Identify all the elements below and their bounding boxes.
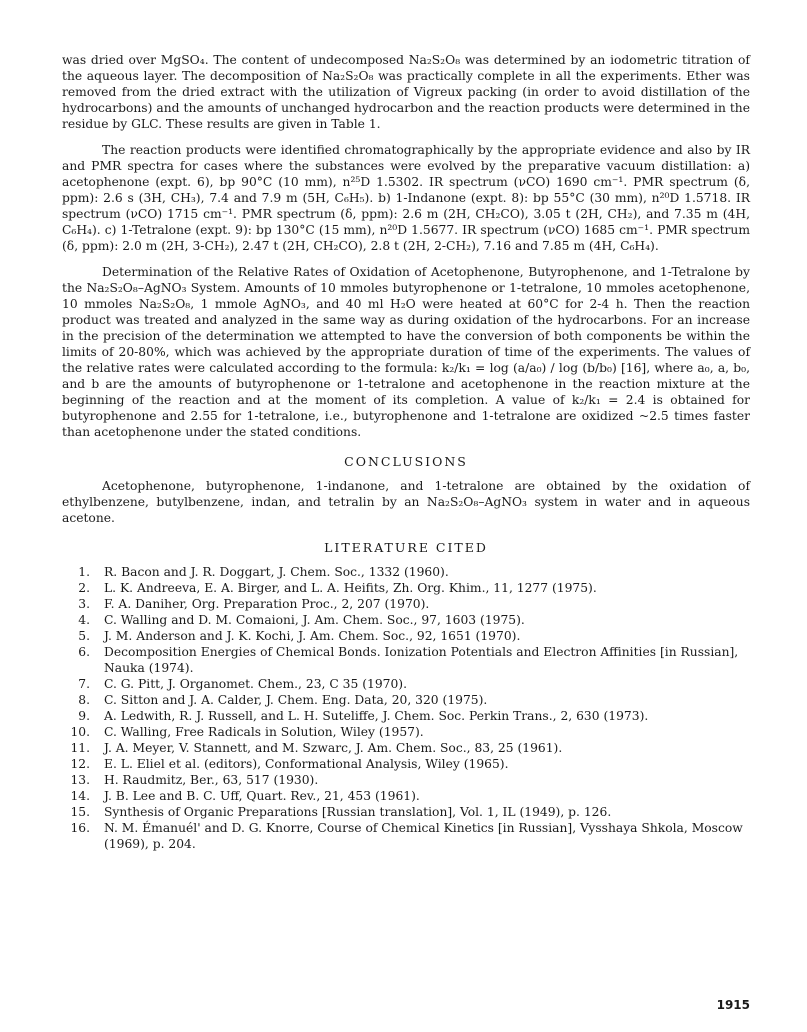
conclusions-text: Acetophenone, butyrophenone, 1-indanone, and 1-tetralone are obtained by the oxidation of ethylbenzene, butylbenzene, indan, and tetralin by an Na₂S₂O₈–AgNO₃ system in water and in aqueous acetone. (62, 479, 750, 525)
reference-item (62, 724, 750, 740)
reference-number: 7. (78, 677, 90, 691)
reference-text: Decomposition Energies of Chemical Bonds. Ionization Potentials and Electron Affinities [in Russian], Nauka (1974). (104, 645, 739, 675)
reference-text: N. M. Émanuél' and D. G. Knorre, Course of Chemical Kinetics [in Russian], Vysshaya Shkola, Moscow (1969), p. 204. (104, 821, 743, 851)
reference-number: 15. (70, 805, 90, 819)
reference-item (62, 788, 750, 804)
reference-number: 12. (70, 757, 90, 771)
reference-item (62, 628, 750, 644)
reference-text: J. M. Anderson and J. K. Kochi, J. Am. Chem. Soc., 92, 1651 (1970). (104, 629, 521, 643)
reference-item (62, 564, 750, 580)
reference-number: 10. (70, 725, 90, 739)
reference-number: 3. (78, 597, 90, 611)
reference-text: J. B. Lee and B. C. Uff, Quart. Rev., 21, 453 (1961). (104, 789, 420, 803)
reference-text: H. Raudmitz, Ber., 63, 517 (1930). (104, 773, 319, 787)
reference-number: 5. (78, 629, 90, 643)
reference-text: C. Walling and D. M. Comaioni, J. Am. Chem. Soc., 97, 1603 (1975). (104, 613, 525, 627)
reference-number: 6. (78, 645, 90, 659)
reference-number: 14. (70, 789, 90, 803)
paragraph-relative-rates: Determination of the Relative Rates of Oxidation of Acetophenone, Butyrophenone, and 1-Tetralone by the Na₂S₂O₈–AgNO₃ System. Amounts of 10 mmoles butyrophenone or 1-tetralone, 10 mmoles acetophenone, 10 mmoles Na₂S₂O₈, 1 mmole AgNO₃, and 40 ml H₂O were heated at 60°C for 2-4 h. Then the reaction product was treated and analyzed in the same way as during oxidation of the hydrocarbons. For an increase in the precision of the determination we attempted to have the conversion of both components be within the limits of 20-80%, which was achieved by the appropriate duration of time of the experiments. The values of the relative rates were calculated according to the formula: k₂/k₁ = log (a/a₀) / log (b/b₀) [16], where a₀, a, b₀, and b are the amounts of butyrophenone or 1-tetralone and acetophenone in the reaction mixture at the beginning of the reaction and at the moment of its completion. A value of k₂/k₁ = 2.4 is obtained for butyrophenone and 2.55 for 1-tetralone, i.e., butyrophenone and 1-tetralone are oxidized ~2.5 times faster than acetophenone under the stated conditions. (62, 265, 750, 439)
reference-number: 1. (78, 565, 90, 579)
paragraph-experimental-end: was dried over MgSO₄. The content of undecomposed Na₂S₂O₈ was determined by an iodometric titration of the aqueous layer. The decomposition of Na₂S₂O₈ was practically complete in all the experiments. Ether was removed from the dried extract with the utilization of Vigreux packing (in order to avoid distillation of the hydrocarbons) and the amounts of unchanged hydrocarbon and the reaction products were determined in the residue by GLC. These results are given in Table 1. (62, 53, 750, 131)
page-body (62, 52, 750, 852)
reference-item (62, 804, 750, 820)
reference-item (62, 740, 750, 756)
reference-number: 16. (70, 821, 90, 835)
reference-number: 2. (78, 581, 90, 595)
reference-item (62, 676, 750, 692)
reference-item (62, 756, 750, 772)
reference-list (62, 564, 750, 852)
reference-text: C. Sitton and J. A. Calder, J. Chem. Eng. Data, 20, 320 (1975). (104, 693, 488, 707)
conclusions-heading: CONCLUSIONS (344, 454, 468, 469)
reference-number: 8. (78, 693, 90, 707)
reference-text: C. Walling, Free Radicals in Solution, Wiley (1957). (104, 725, 424, 739)
reference-text: R. Bacon and J. R. Doggart, J. Chem. Soc., 1332 (1960). (104, 565, 449, 579)
reference-text: F. A. Daniher, Org. Preparation Proc., 2, 207 (1970). (104, 597, 430, 611)
reference-item (62, 692, 750, 708)
reference-text: L. K. Andreeva, E. A. Birger, and L. A. Heifits, Zh. Org. Khim., 11, 1277 (1975). (104, 581, 597, 595)
literature-heading: LITERATURE CITED (324, 540, 488, 555)
reference-number: 4. (78, 613, 90, 627)
reference-text: C. G. Pitt, J. Organomet. Chem., 23, C 35 (1970). (104, 677, 408, 691)
reference-item (62, 708, 750, 724)
reference-item (62, 596, 750, 612)
reference-item (62, 580, 750, 596)
reference-item (62, 772, 750, 788)
reference-item (62, 820, 750, 852)
reference-number: 13. (70, 773, 90, 787)
reference-text: A. Ledwith, R. J. Russell, and L. H. Suteliffe, J. Chem. Soc. Perkin Trans., 2, 630 (1973). (104, 709, 649, 723)
reference-item (62, 644, 750, 676)
reference-number: 9. (78, 709, 90, 723)
reference-text: Synthesis of Organic Preparations [Russian translation], Vol. 1, IL (1949), p. 126. (104, 805, 612, 819)
page-number: 1915 (716, 998, 750, 1012)
paragraph-product-identification: The reaction products were identified chromatographically by the appropriate evidence and also by IR and PMR spectra for cases where the substances were evolved by the preparative vacuum distillation: a) acetophenone (expt. 6), bp 90°C (10 mm), n²⁵D 1.5302. IR spectrum (νCO) 1690 cm⁻¹. PMR spectrum (δ, ppm): 2.6 s (3H, CH₃), 7.4 and 7.9 m (5H, C₆H₅). b) 1-Indanone (expt. 8): bp 55°C (30 mm), n²⁰D 1.5718. IR spectrum (νCO) 1715 cm⁻¹. PMR spectrum (δ, ppm): 2.6 m (2H, CH₂CO), 3.05 t (2H, CH₂), and 7.35 m (4H, C₆H₄). c) 1-Tetralone (expt. 9): bp 130°C (15 mm), n²⁰D 1.5677. IR spectrum (νCO) 1685 cm⁻¹. PMR spectrum (δ, ppm): 2.0 m (2H, 3-CH₂), 2.47 t (2H, CH₂CO), 2.8 t (2H, 2-CH₂), 7.16 and 7.85 m (4H, C₆H₄). (62, 143, 750, 253)
reference-item (62, 612, 750, 628)
reference-text: J. A. Meyer, V. Stannett, and M. Szwarc, J. Am. Chem. Soc., 83, 25 (1961). (104, 741, 563, 755)
reference-text: E. L. Eliel et al. (editors), Conformational Analysis, Wiley (1965). (104, 757, 509, 771)
reference-number: 11. (70, 741, 90, 755)
